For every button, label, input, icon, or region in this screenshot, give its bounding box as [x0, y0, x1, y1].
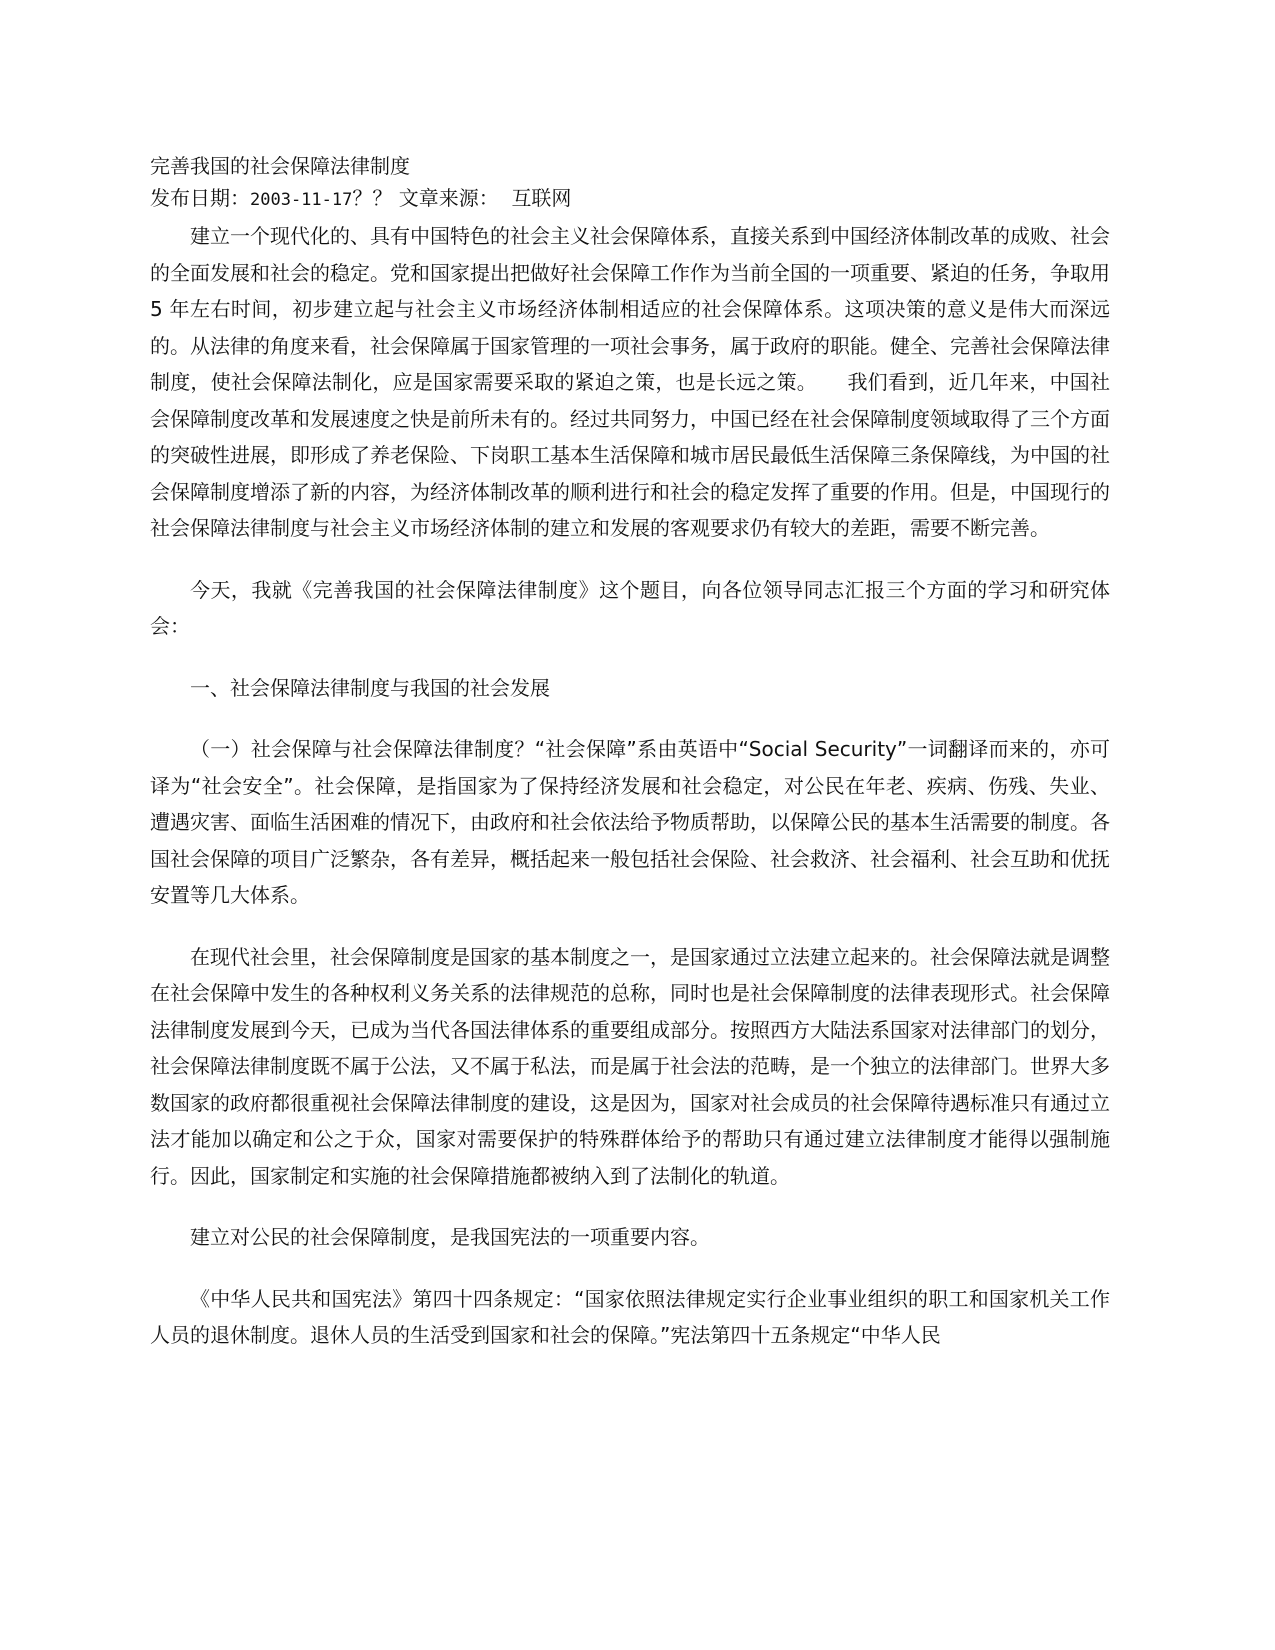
meta-separator: ？？ [352, 186, 399, 210]
paragraph-definition: （一）社会保障与社会保障法律制度？“社会保障”系由英语中“Social Security”一词翻译而来的，亦可译为“社会安全”。社会保障，是指国家为了保持经济发展和社会稳定，对公民在年老、疾病、伤残、失业、遭遇灾害、面临生活困难的情况下，由政府和社会依法给予物质帮助，以保障公民的基本生活需要的制度。各国社会保障的项目广泛繁杂，各有差异，概括起来一般包括社会保险、社会救济、社会福利、社会互助和优抚安置等几大体系。 [150, 737, 1110, 907]
source-value: 互联网 [511, 186, 572, 210]
document-title: 完善我国的社会保障法律制度 [150, 154, 410, 178]
paragraph-article-44: 《中华人民共和国宪法》第四十四条规定：“国家依照法律规定实行企业事业组织的职工和国家机关工作人员的退休制度。退休人员的生活受到国家和社会的保障。”宪法第四十五条规定“中华人民 [150, 1286, 1110, 1347]
paragraph-modern-society: 在现代社会里，社会保障制度是国家的基本制度之一，是国家通过立法建立起来的。社会保障法就是调整在社会保障中发生的各种权利义务关系的法律规范的总称，同时也是社会保障制度的法律表现形式。社会保障法律制度发展到今天，已成为当代各国法律体系的重要组成部分。按照西方大陆法系国家对法律部门的划分，社会保障法律制度既不属于公法，又不属于私法，而是属于社会法的范畴，是一个独立的法律部门。世界大多数国家的政府都很重视社会保障法律制度的建设，这是因为，国家对社会成员的社会保障待遇标准只有通过立法才能加以确定和公之于众，国家对需要保护的特殊群体给予的帮助只有通过建立法律制度才能得以强制施行。因此，国家制定和实施的社会保障措施都被纳入到了法制化的轨道。 [150, 944, 1110, 1188]
paragraph-intro: 建立一个现代化的、具有中国特色的社会主义社会保障体系，直接关系到中国经济体制改革的成败、社会的全面发展和社会的稳定。党和国家提出把做好社会保障工作作为当前全国的一项重要、紧迫的任务，争取用 5 年左右时间，初步建立起与社会主义市场经济体制相适应的社会保障体系。这项决策的意义是伟大而深远的。从法律的角度来看，社会保障属于国家管理的一项社会事务，属于政府的职能。健全、完善社会保障法律制度，使社会保障法制化，应是国家需要采取的紧迫之策，也是长远之策。 我们看到，近几年来，中国社会保障制度改革和发展速度之快是前所未有的。经过共同努力，中国已经在社会保障制度领域取得了三个方面的突破性进展，即形成了养老保险、下岗职工基本生活保障和城市居民最低生活保障三条保障线，为中国的社会保障制度增添了新的内容，为经济体制改革的顺利进行和社会的稳定发挥了重要的作用。但是，中国现行的社会保障法律制度与社会主义市场经济体制的建立和发展的客观要求仍有较大的差距，需要不断完善。 [150, 224, 1110, 540]
source-label: 文章来源： [398, 186, 499, 210]
paragraph-constitution: 建立对公民的社会保障制度，是我国宪法的一项重要内容。 [190, 1225, 710, 1249]
paragraph-topic: 今天，我就《完善我国的社会保障法律制度》这个题目，向各位领导同志汇报三个方面的学习和研究体会： [150, 577, 1110, 638]
section-heading-1: 一、社会保障法律制度与我国的社会发展 [190, 675, 550, 700]
date-label: 发布日期： [150, 186, 250, 210]
document-meta [150, 182, 1110, 216]
document-page [150, 150, 1110, 1354]
date-value: 2003-11-17 [250, 190, 353, 210]
